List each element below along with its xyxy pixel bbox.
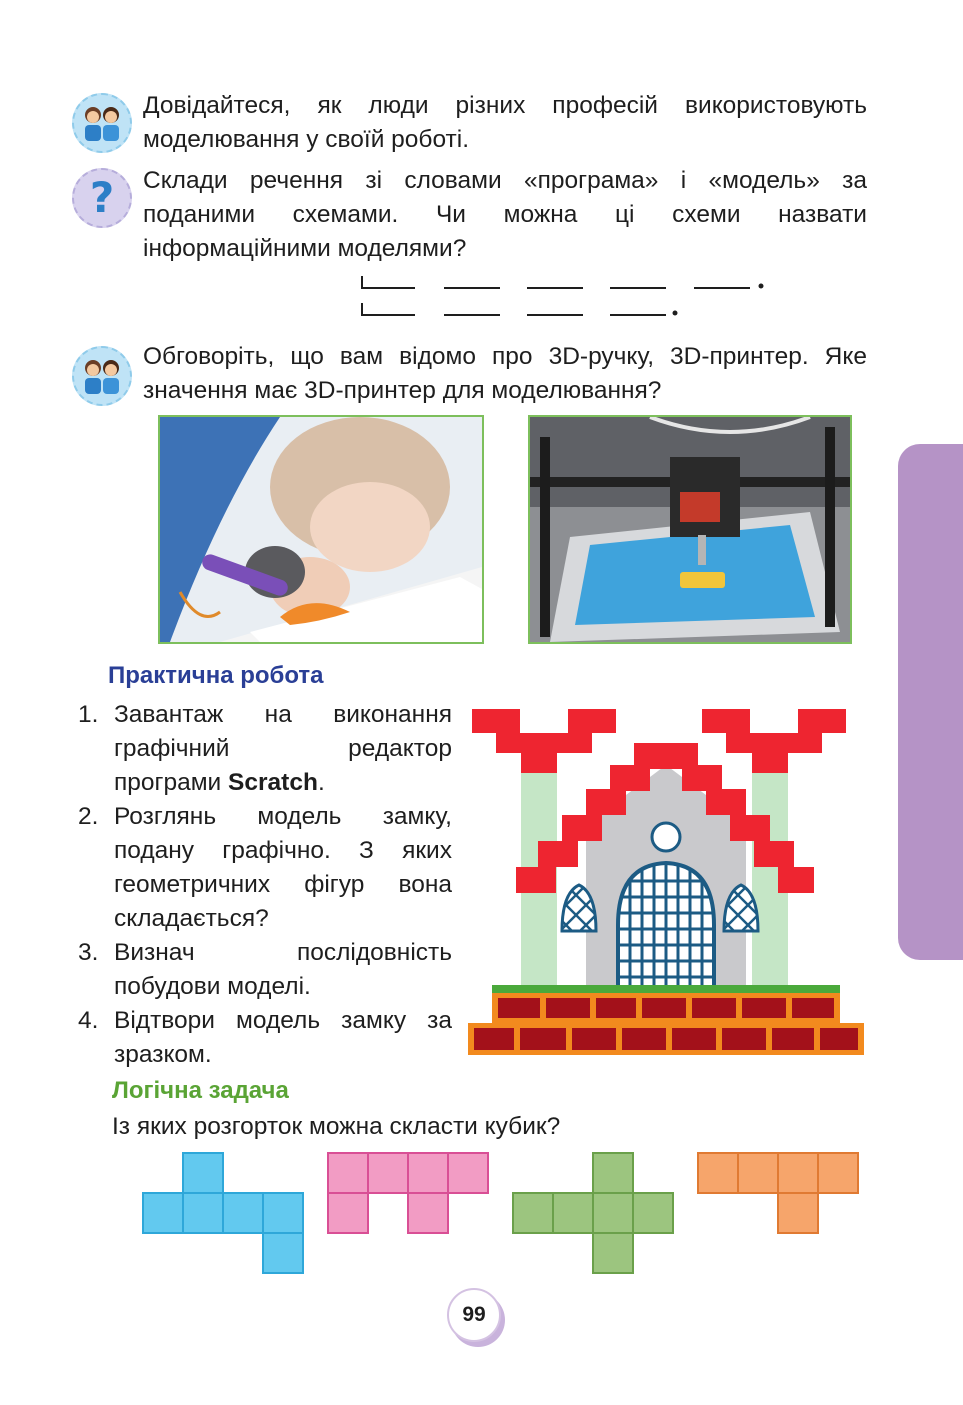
list-item: 2. Розглянь модель замку, подану графічно. З яких геометричних фігур вона складається? <box>78 803 452 932</box>
net-square <box>738 1153 778 1193</box>
logic-task-heading: Логічна задача <box>112 1077 289 1104</box>
question-icon: ? <box>72 168 132 228</box>
net-square <box>593 1233 633 1273</box>
net-square <box>448 1153 488 1193</box>
discussion-icon <box>72 346 132 406</box>
net-square <box>593 1153 633 1193</box>
side-tab <box>898 444 963 960</box>
net-square <box>328 1153 368 1193</box>
sentence-schemes <box>352 272 782 324</box>
discussion-icon <box>72 93 132 153</box>
net-square <box>183 1193 223 1233</box>
net-square <box>698 1153 738 1193</box>
net-square <box>223 1193 263 1233</box>
net-square <box>553 1193 593 1233</box>
net-square <box>778 1153 818 1193</box>
practical-work-heading: Практична робота <box>108 662 324 689</box>
discussion-text-2: Обговоріть, що вам відомо про 3D-ручку, 3D-принтер. Яке значення має 3D-принтер для моделювання? <box>143 343 867 404</box>
scratch-name: Scratch <box>228 769 318 796</box>
list-item: 3. Визнач послідовність побудови моделі. <box>78 939 452 1000</box>
list-item: 4. Відтвори модель замку за зразком. <box>78 1007 452 1068</box>
net-square <box>408 1153 448 1193</box>
net-square <box>143 1193 183 1233</box>
net-square <box>778 1193 818 1233</box>
castle-model <box>466 705 866 1057</box>
logic-task-question: Із яких розгорток можна скласти кубик? <box>112 1113 561 1140</box>
net-square <box>328 1193 368 1233</box>
net-square <box>818 1153 858 1193</box>
cube-net-orange <box>698 1153 858 1233</box>
cube-net-pink <box>328 1153 488 1233</box>
question-text: Склади речення зі словами «програма» і «модель» за поданими схемами. Чи можна ці схеми назвати інформаційними моделями? <box>143 167 867 262</box>
photo-3d-printer <box>528 415 852 644</box>
cube-net-blue <box>143 1153 303 1273</box>
practical-work-list <box>78 698 452 1072</box>
cube-net-green <box>513 1153 673 1273</box>
net-square <box>263 1193 303 1233</box>
net-square <box>593 1193 633 1233</box>
cube-nets <box>140 1150 860 1275</box>
net-square <box>183 1153 223 1193</box>
page-number: 99 <box>447 1288 501 1342</box>
net-square <box>513 1193 553 1233</box>
list-item: 1. Завантаж на виконання графічний редактор програми Scratch. <box>78 701 452 796</box>
net-square <box>368 1153 408 1193</box>
photo-3d-pen <box>158 415 484 644</box>
net-square <box>408 1193 448 1233</box>
discussion-text-1: Довідайтеся, як люди різних професій використовують моделювання у своїй роботі. <box>143 92 867 153</box>
net-square <box>633 1193 673 1233</box>
net-square <box>263 1233 303 1273</box>
